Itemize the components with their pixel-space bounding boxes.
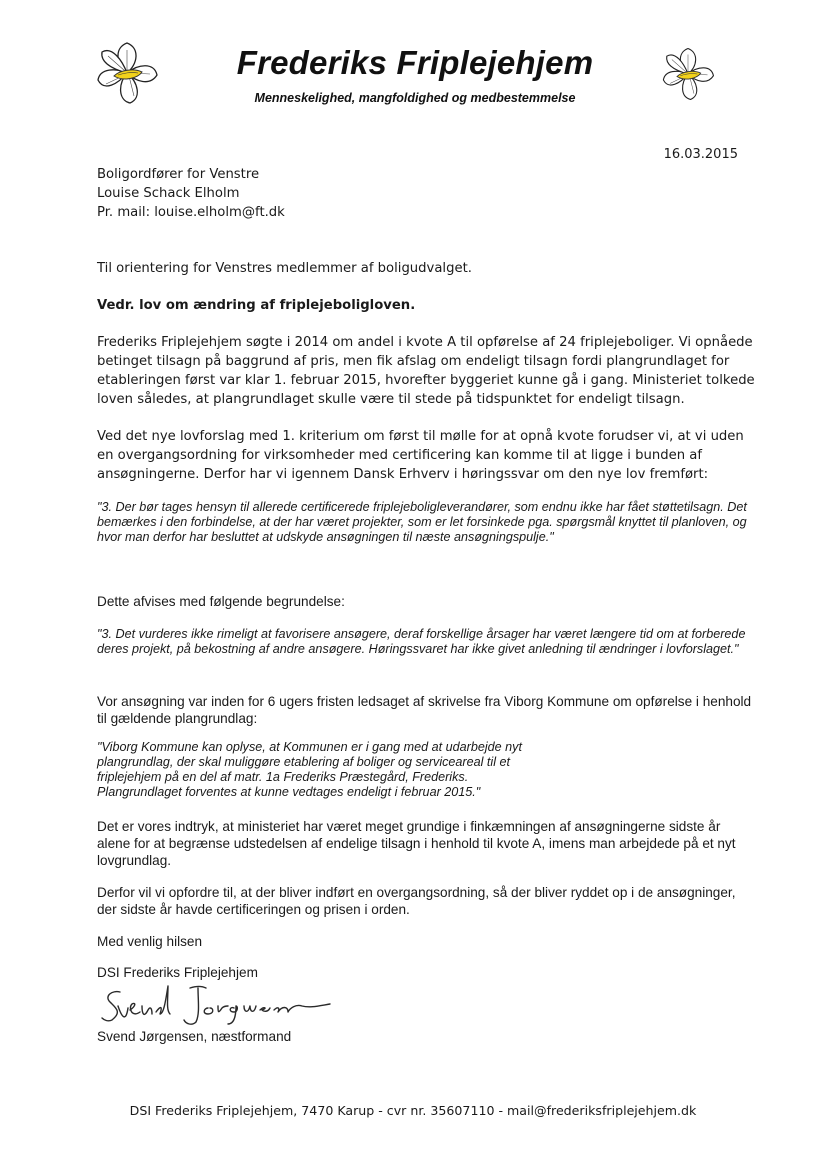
quote: "3. Der bør tages hensyn til allerede certificerede friplejeboligleverandører, som endnu ikke har fået støttetilsagn. Det bemærkes i den forbindelse, at der har været projekter, som er let forsinkede pga. spørgsmål knyttet til planloven, og hvor man derfor har besluttet at udskyde ansøgningen til næste ansøgningspulje." bbox=[97, 500, 747, 544]
recipient-line: Louise Schack Elholm bbox=[97, 186, 240, 201]
recipient-address bbox=[97, 165, 757, 222]
recipient-line: Pr. mail: louise.elholm@ft.dk bbox=[97, 205, 285, 220]
paragraph: Derfor vil vi opfordre til, at der bliver indført en overgangsordning, så der bliver ryddet op i de ansøgninger, der sidste år havde certificeringen og prisen i orden. bbox=[97, 885, 736, 917]
letter-date: 16.03.2015 bbox=[663, 147, 738, 162]
flower-logo-icon bbox=[94, 40, 160, 106]
quote-line: Plangrundlaget forventes at kunne vedtages endeligt i februar 2015." bbox=[97, 785, 481, 799]
sender-org: DSI Frederiks Friplejehjem bbox=[97, 965, 258, 980]
intro-text: Til orientering for Venstres medlemmer af boligudvalget. bbox=[97, 261, 472, 276]
closing-greeting: Med venlig hilsen bbox=[97, 934, 203, 949]
quote-line: friplejehjem på en del af matr. 1a Frederiks Præstegård, Frederiks. bbox=[97, 770, 469, 784]
quote-line: plangrundlag, der skal muliggøre etablering af boliger og serviceareal til et bbox=[97, 755, 511, 769]
recipient-line: Boligordfører for Venstre bbox=[97, 167, 260, 182]
paragraph: Vor ansøgning var inden for 6 ugers fristen ledsaget af skrivelse fra Viborg Kommune om opførelse i henhold til gældende plangrundlag: bbox=[97, 694, 752, 726]
paragraph: Dette afvises med følgende begrundelse: bbox=[97, 594, 345, 609]
org-tagline: Menneskelighed, mangfoldighed og medbestemmelse bbox=[254, 91, 576, 105]
footer-contact: DSI Frederiks Friplejehjem, 7470 Karup - cvr nr. 35607110 - mail@frederiksfriplejehjem.dk bbox=[129, 1103, 697, 1118]
handwritten-signature bbox=[98, 978, 338, 1028]
quote-line: "Viborg Kommune kan oplyse, at Kommunen er i gang med at udarbejde nyt bbox=[97, 740, 522, 754]
subject-line: Vedr. lov om ændring af friplejeboligloven. bbox=[97, 298, 416, 313]
quote: "3. Det vurderes ikke rimeligt at favorisere ansøgere, deraf forskellige årsager har været længere tid om at forberede deres projekt, på bekostning af andre ansøgere. Høringssvaret har ikke givet anledning til ændringer i lovforslaget." bbox=[97, 627, 746, 656]
paragraph: Det er vores indtryk, at ministeriet har været meget grundige i finkæmningen af ansøgningerne sidste år alene for at begrænse udstedelsen af endelige tilsagn i henhold til kvote A, imens man arbejdede på et nyt lovgrundlag. bbox=[97, 819, 736, 868]
flower-logo-icon bbox=[660, 46, 716, 102]
paragraph: Frederiks Friplejehjem søgte i 2014 om andel i kvote A til opførelse af 24 friplejeboliger. Vi opnåede betinget tilsagn på baggrund af pris, men fik afslag om endeligt tilsagn fordi plangrundlaget for etableringen først var klar 1. februar 2015, hvorefter byggeriet kunne gå i gang. Ministeriet tolkede loven således, at plangrundlaget skulle være til stede på tidspunktet for endeligt tilsagn. bbox=[97, 335, 755, 407]
org-name: Frederiks Friplejehjem bbox=[236, 44, 594, 81]
paragraph: Ved det nye lovforslag med 1. kriterium om først til mølle for at opnå kvote forudser vi, at vi uden en overgangsordning for virksomheder med certificering kan komme til at ligge i bunden af ansøgningerne. Derfor har vi igennem Dansk Erhverv i høringssvar om den nye lov fremført: bbox=[97, 429, 744, 482]
quote bbox=[97, 740, 757, 800]
signer-name: Svend Jørgensen, næstformand bbox=[97, 1029, 292, 1044]
